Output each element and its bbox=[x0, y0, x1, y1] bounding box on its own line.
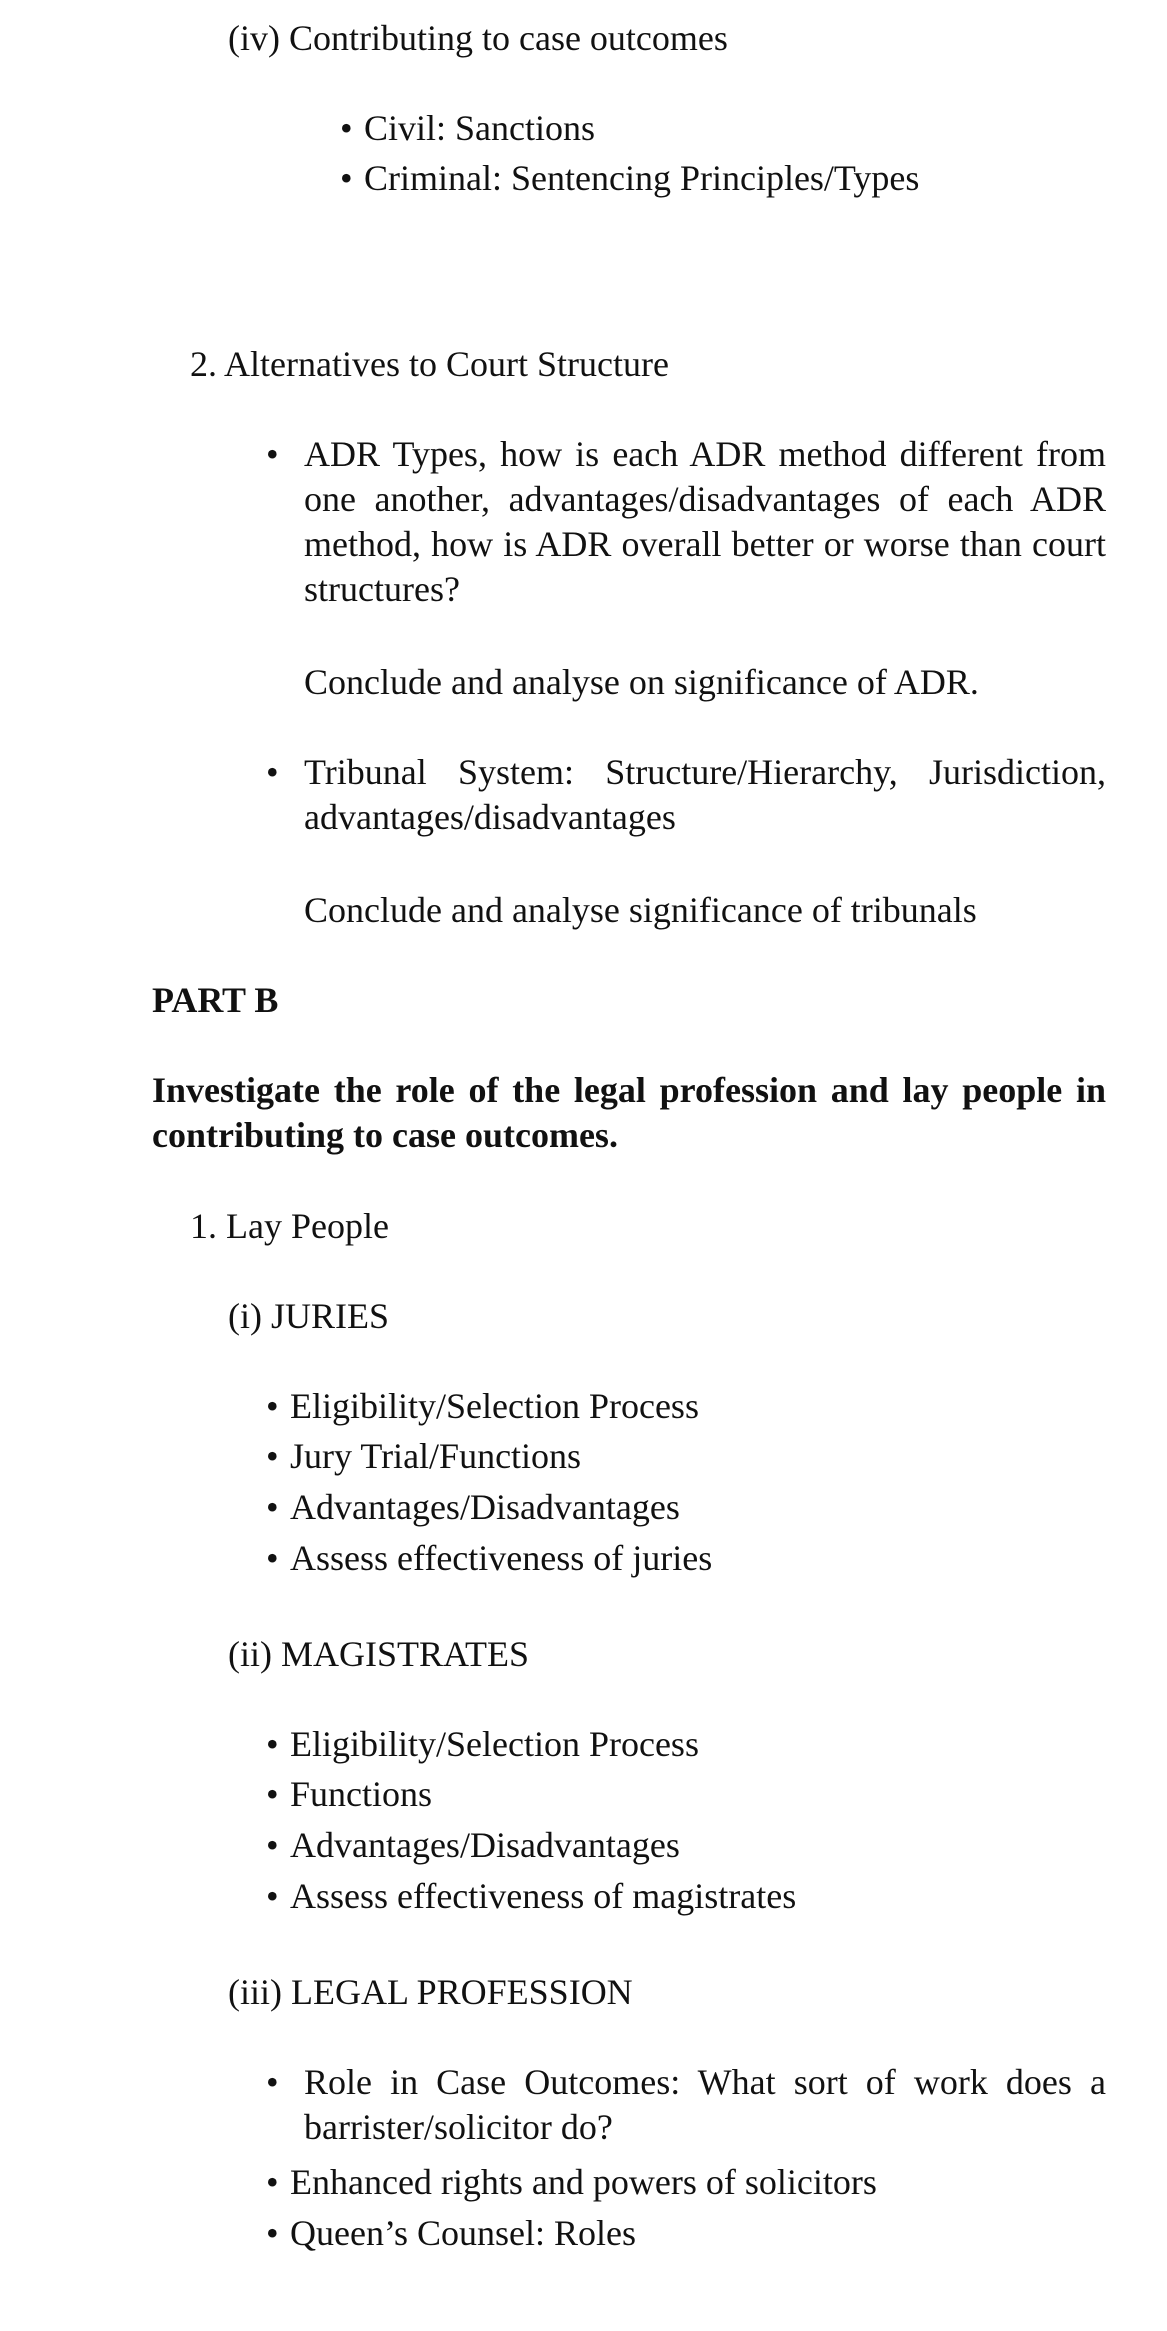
list-item bbox=[266, 1823, 680, 1867]
bullet-icon: • bbox=[266, 2062, 279, 2102]
bullet-icon: • bbox=[266, 1825, 279, 1865]
bullet-icon: • bbox=[266, 1487, 279, 1527]
list-item bbox=[340, 156, 919, 200]
part-b-question: Investigate the role of the legal profession and lay people in contributing to case outcomes. bbox=[152, 1070, 1106, 1155]
list-item-text: Civil: Sanctions bbox=[364, 108, 596, 148]
part-b-title: PART B bbox=[152, 980, 279, 1020]
bullet-icon: • bbox=[266, 1436, 279, 1476]
list-item bbox=[266, 1874, 796, 1918]
list-item bbox=[266, 2211, 636, 2255]
list-item-text: Queen’s Counsel: Roles bbox=[290, 2213, 636, 2253]
bullet-icon: • bbox=[340, 108, 353, 148]
juries-heading: (i) JURIES bbox=[228, 1296, 389, 1336]
bullet-icon: • bbox=[266, 1724, 279, 1764]
list-item-text: Eligibility/Selection Process bbox=[290, 1386, 699, 1426]
adr-item-text: ADR Types, how is each ADR method different from one another, advantages/disadvantages of each ADR method, how is ADR overall better or worse than court structures? bbox=[304, 434, 1106, 609]
list-item-role bbox=[266, 2060, 1106, 2150]
list-item bbox=[266, 2160, 877, 2204]
list-item-text: Assess effectiveness of juries bbox=[290, 1538, 713, 1578]
list-item bbox=[340, 106, 595, 150]
bullet-icon: • bbox=[266, 1538, 279, 1578]
list-item-tribunal bbox=[266, 750, 1106, 840]
list-item bbox=[266, 1772, 432, 1816]
tribunal-conclusion: Conclude and analyse significance of tribunals bbox=[304, 890, 977, 930]
list-item-text: Assess effectiveness of magistrates bbox=[290, 1876, 797, 1916]
list-item bbox=[266, 1384, 699, 1428]
bullet-icon: • bbox=[266, 434, 279, 474]
legal-profession-heading: (iii) LEGAL PROFESSION bbox=[228, 1972, 633, 2012]
section-2-heading: 2. Alternatives to Court Structure bbox=[190, 344, 669, 384]
list-item-text: Jury Trial/Functions bbox=[290, 1436, 582, 1476]
list-item-text: Advantages/Disadvantages bbox=[290, 1825, 680, 1865]
section-iv-heading: (iv) Contributing to case outcomes bbox=[228, 18, 728, 58]
list-item-text: Criminal: Sentencing Principles/Types bbox=[364, 158, 920, 198]
section-1-heading: 1. Lay People bbox=[190, 1206, 389, 1246]
list-item bbox=[266, 1722, 699, 1766]
bullet-icon: • bbox=[340, 158, 353, 198]
adr-conclusion: Conclude and analyse on significance of ADR. bbox=[304, 662, 979, 702]
list-item bbox=[266, 1536, 712, 1580]
list-item-adr bbox=[266, 432, 1106, 612]
role-item-text: Role in Case Outcomes: What sort of work does a barrister/solicitor do? bbox=[304, 2062, 1106, 2147]
magistrates-heading: (ii) MAGISTRATES bbox=[228, 1634, 530, 1674]
tribunal-item-text: Tribunal System: Structure/Hierarchy, Jurisdiction, advantages/disadvantages bbox=[304, 752, 1106, 837]
list-item bbox=[266, 1485, 680, 1529]
list-item-text: Functions bbox=[290, 1774, 433, 1814]
bullet-icon: • bbox=[266, 1774, 279, 1814]
bullet-icon: • bbox=[266, 752, 279, 792]
bullet-icon: • bbox=[266, 1386, 279, 1426]
bullet-icon: • bbox=[266, 1876, 279, 1916]
list-item-text: Eligibility/Selection Process bbox=[290, 1724, 699, 1764]
bullet-icon: • bbox=[266, 2162, 279, 2202]
list-item-text: Advantages/Disadvantages bbox=[290, 1487, 680, 1527]
list-item bbox=[266, 1434, 581, 1478]
list-item-text: Enhanced rights and powers of solicitors bbox=[290, 2162, 877, 2202]
bullet-icon: • bbox=[266, 2213, 279, 2253]
